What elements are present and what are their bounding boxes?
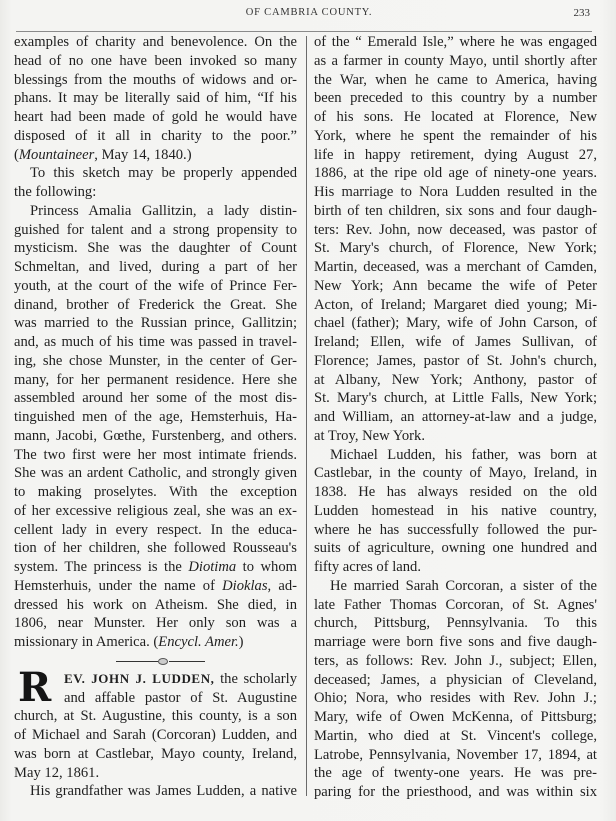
text-line: His marriage to Nora Ludden resulted in the — [314, 184, 597, 200]
text-line: deceased; James, a physician of Cleveland, — [314, 671, 597, 688]
text-line: Princess Amalia Gallitzin, a lady distin- — [30, 202, 297, 219]
text-line: phans. It may be literally said of him, “If his — [14, 90, 297, 107]
text-line: The two first were her most intimate friends. — [14, 446, 297, 463]
text-line: late Father Thomas Corcoran, of St. Agnes' — [314, 596, 597, 613]
text-line: mysticism. She was the daughter of Count — [14, 240, 297, 257]
text-line: of her excessive religious zeal, she was an ex- — [14, 502, 297, 519]
biography-heading: EV. JOHN J. LUDDEN, — [64, 670, 215, 686]
header-rule — [16, 31, 592, 32]
text-line: dinand, brother of Frederick the Great. She — [14, 296, 297, 313]
text-line: York, where he spent the remainder of his — [314, 127, 597, 144]
text-line: disposed of it all in charity to the poor.” — [14, 127, 297, 144]
text-line: ters, as follows: Rev. John J., subject; Ellen, — [314, 652, 597, 669]
section-divider-ornament — [14, 652, 297, 670]
citation-encyclopedia: missionary in America. (Encycl. Amer.) — [14, 634, 244, 650]
biography-heading-line: EV. JOHN J. LUDDEN, the scholarly — [64, 670, 297, 687]
text-line: mann, Jacobi, Gœthe, Furstenberg, and others. — [14, 427, 297, 444]
text-line: was born at Castlebar, Mayo county, Ireland, — [14, 745, 297, 762]
text-line: His grandfather was James Ludden, a native — [30, 783, 297, 800]
text-line: tinguished men of the age, Hemsterhuis, Ha- — [14, 409, 297, 425]
text-line: paring for the priesthood, and was within six — [314, 784, 597, 800]
text-line: Ludden homestead in his native country, — [314, 502, 597, 519]
text-line: Mary, wife of Owen McKenna, of Pittsburg; — [314, 709, 597, 725]
text-line: suits of agriculture, owning one hundred and — [314, 540, 597, 557]
dioklas-line: Hemsterhuis, under the name of Dioklas, ad- — [14, 577, 297, 594]
text-line: Florence; James, pastor of St. John's church, — [314, 352, 597, 369]
text-line: guished for talent and a strong propensity to — [14, 221, 297, 238]
text-line: New York; Ann became the wife of Peter — [314, 277, 597, 294]
drop-cap: R — [18, 663, 52, 711]
text-line: To this sketch may be properly appended — [30, 165, 297, 182]
text-line: St. Mary's church, at Little Falls, New York; — [314, 390, 597, 407]
text-line: church, Pittsburg, Pennsylvania. To this — [314, 615, 597, 632]
text-line: was married to the Russian prince, Gallitzin; — [14, 315, 297, 332]
divider-rule-left — [116, 661, 158, 662]
text-line: May 12, 1861. — [14, 764, 100, 781]
text-line: marriage were born five sons and five daugh- — [314, 634, 597, 650]
text-line: and affable pastor of St. Augustine — [64, 689, 297, 706]
text-line: of the “ Emerald Isle,” where he was engaged — [314, 34, 597, 50]
text-line: tion of her children, she followed Rousseau's — [14, 540, 297, 557]
text-line: cellent lady in every respect. In the educa- — [14, 521, 297, 538]
text-line: examples of charity and benevolence. On the — [14, 34, 297, 50]
text-line: Martin, who died at St. Vincent's college, — [314, 727, 597, 744]
text-line: and William, an attorney-at-law and a judge, — [314, 409, 597, 425]
text-line: fifty acres of land. — [314, 559, 421, 575]
column-divider — [306, 36, 307, 796]
text-line: life in happy retirement, dying August 27, — [314, 146, 597, 163]
text-line: of his sons. He located at Florence, New — [314, 109, 597, 125]
text-line: Castlebar, in the county of Mayo, Ireland, in — [314, 465, 597, 482]
text-line: Ohio; Nora, who resides with Rev. John J.; — [314, 690, 597, 707]
text-line: of Michael and Sarah (Corcoran) Ludden, and — [14, 727, 297, 743]
text-line: to making proselytes. With the exception — [14, 484, 297, 500]
diotima-line: system. The princess is the Diotima to whom — [14, 559, 297, 575]
left-column — [14, 33, 297, 801]
text-line: St. Mary's church, of Florence, New York; — [314, 240, 597, 257]
text-line: at Albany, New York; Anthony, pastor of — [314, 371, 597, 388]
text-line: blessings from the mouths of widows and or- — [14, 71, 297, 88]
text-line: 1886, at the ripe old age of ninety-one years. — [314, 165, 597, 182]
citation-source: Encycl. Amer. — [158, 634, 239, 650]
text-line: 1838. He has always resided on the old — [314, 484, 597, 500]
text-line: Acton, of Ireland; Margaret died young; Mi- — [314, 296, 597, 313]
text-line: He married Sarah Corcoran, a sister of the — [330, 577, 597, 594]
text-line: head of no one have been invoked so many — [14, 52, 297, 69]
text-line: the War, when he came to America, having — [314, 71, 597, 88]
text-line: birth of ten children, six sons and four daugh- — [314, 202, 597, 219]
text-line: Schmeltan, and lived, during a part of her — [14, 259, 297, 275]
divider-rule-right — [169, 661, 205, 662]
text-line: at Troy, New York. — [314, 427, 425, 444]
right-column — [314, 33, 597, 802]
text-line: Latrobe, Pennsylvania, November 17, 1894, at — [314, 746, 597, 763]
text-line: church, at St. Augustine, this county, is a son — [14, 708, 297, 725]
text-line: Michael Ludden, his father, was born at — [330, 446, 597, 463]
text-line: She was an ardent Catholic, and strongly given — [14, 465, 297, 482]
text-line: many, for her permanent residence. Here she — [14, 371, 297, 388]
citation-mountaineer: (Mountaineer, May 14, 1840.) — [14, 146, 192, 163]
text-line: 1806, near Munster. Her only son was a — [14, 615, 297, 632]
text-line: as a farmer in county Mayo, until shortly after — [314, 52, 597, 69]
text-line: and, as much of his time was passed in travel- — [14, 334, 297, 350]
text-line: the following: — [14, 184, 97, 200]
text-line: been preceded to this country by a number — [314, 90, 597, 107]
biography-opening — [14, 663, 297, 711]
text-line: chael (father); Mary, wife of John Carson, of — [314, 315, 597, 332]
text-line: Ireland; Ellen, wife of James Sullivan, of — [314, 334, 597, 350]
text-line: assembled around her some of the most dis- — [14, 390, 297, 407]
text-line: heart had been made of gold he would have — [14, 109, 297, 125]
running-head: OF CAMBRIA COUNTY. — [245, 7, 373, 18]
text-line: dressed his work on Atheism. She died, in — [14, 596, 297, 613]
text-line: ing, she chose Munster, in the center of Ger- — [14, 352, 297, 369]
text-line: youth, at the court of the wife of Prince Fer- — [14, 277, 297, 294]
citation-source: Mountaineer — [18, 146, 95, 163]
page-number: 233 — [573, 7, 590, 19]
text-line: Martin, deceased, was a merchant of Camden, — [314, 259, 597, 275]
page-header — [14, 7, 604, 23]
text-line: where he has successfully followed the pur- — [314, 521, 597, 538]
divider-ornament-icon — [158, 658, 168, 665]
text-line: ters: Rev. John, now deceased, was pastor of — [314, 221, 597, 238]
text-line: the age of twenty-one years. He was pre- — [314, 765, 597, 782]
